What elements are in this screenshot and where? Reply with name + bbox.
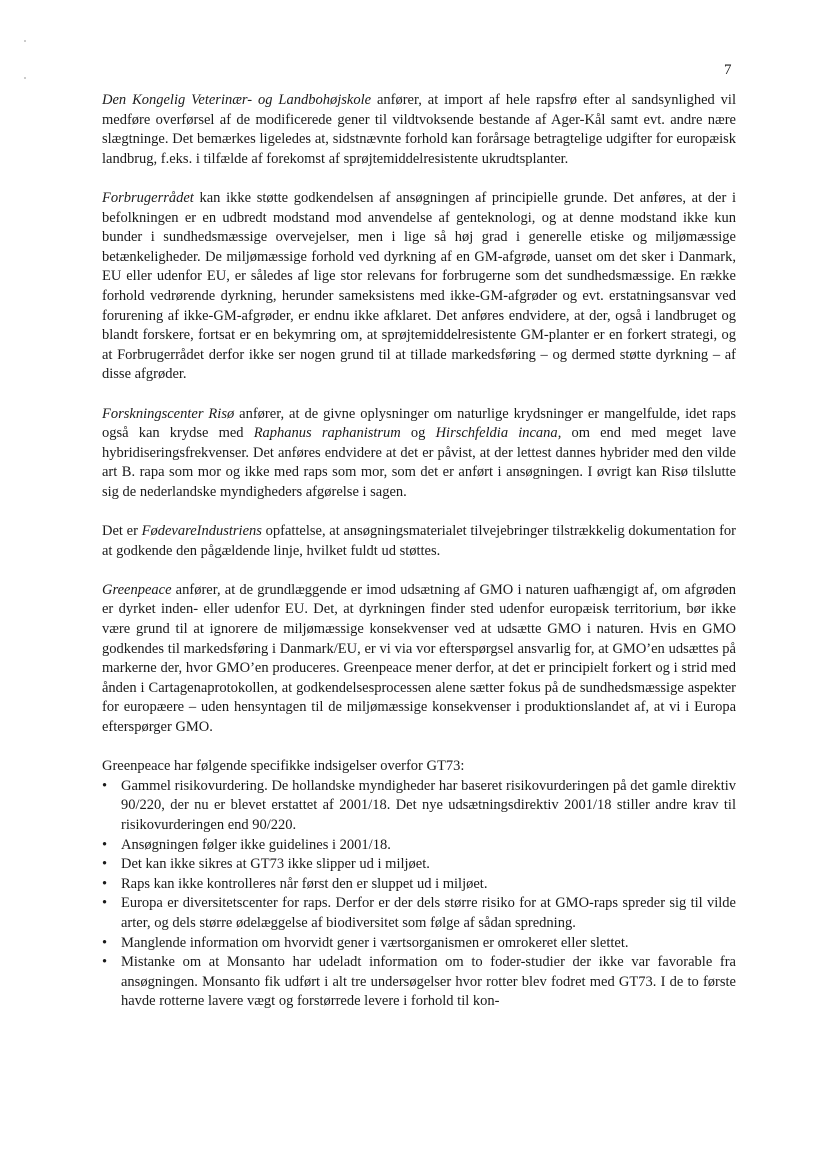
list-item: • Raps kan ikke kontrolleres når først den er sluppet ud i miljøet. <box>102 875 736 895</box>
document-body <box>102 91 736 1012</box>
paragraph-text: anfører, at de grundlæggende er imod udsætning af GMO i naturen uafhængigt af, om afgrøden er dyrket inden- eller udenfor EU. Det, at dyrkningen finder sted udenfor europæisk territorium, bør ikke være grund til at ignorere de miljømæssige konsekvenser ved at udsætte GMO i naturen. Hvis en GMO godkendes til markedsføring i Danmark/EU, er vi via vor efterspørgsel ansvarlig for, at GMO’en udsættes på markerne der, hvor GMO’en produceres. Greenpeace mener derfor, at det er principielt forkert og i strid med ånden i Cartagenaprotokollen, at godkendelsesprocessen alene sætter fokus på de sundhedsmæssige aspekter for europæere – uden hensyntagen til de miljømæssige konsekvenser i produktionslandet af, at vi i Europa efterspørger GMO. <box>102 581 736 735</box>
org-name: Forskningscenter Risø <box>102 405 235 422</box>
paragraph-kvl <box>102 91 736 169</box>
species-name: Raphanus raphanistrum <box>253 425 401 442</box>
paragraph-text: kan ikke støtte godkendelsen af ansøgningen af principielle grunde. Det anføres, at der i befolkningen er en udbredt modstand mod anvendelse af genteknologi, og at denne modstand ikke kun bunder i sundhedsmæssige overvejelser, men i lige så høj grad i generelle etiske og miljømæssige betænkeligheder. De miljømæssige forhold ved dyrkning af en GM-afgrøde, uanset om det sker i Danmark, EU eller udenfor EU, er således af lige stor relevans for forbrugerne som det sundhedsmæssige. En række forhold vedrørende dyrkning, herunder sameksistens med ikke-GM-afgrøder og evt. erstatningsansvar ved forurening af ikke-GM-afgrøder, er endnu ikke afklaret. Det anføres endvidere, at der, også i landbruget og blandt forskere, fortsat er en bekymring om, at sprøjtemiddelresistente GM-planter er en forkert strategi, og at Forbrugerrådet derfor ikke ser nogen grund til at tillade markedsføring – og dermed støtte dyrkning – af disse afgrøder. <box>102 189 736 383</box>
org-name: Forbrugerrådet <box>102 189 194 206</box>
paragraph-risoe <box>102 405 736 503</box>
org-name: Den Kongelig Veterinær- og Landbohøjskole <box>102 92 372 108</box>
paragraph-text: Det er <box>102 523 142 540</box>
objections-intro: Greenpeace har følgende specifikke indsigelser overfor GT73: <box>102 758 465 775</box>
objections-list <box>102 777 736 1012</box>
scan-speck <box>24 77 26 79</box>
paragraph-foedevareindustrien <box>102 522 736 561</box>
paragraph-text: anfører, at import af hele rapsfrø efter al sandsynlighed vil medføre overførsel af de modificerede gener til vildtvoksende bestande af Ager-Kål samt evt. andre nære slægtninge. Det bemærkes ligeledes at, sidstnævnte forhold kan forårsage betragtelige udgifter for europæisk landbrug, f.eks. i tilfælde af forekomst af sprøjtemiddelresistente ukrudtsplanter. <box>102 92 736 167</box>
org-name: FødevareIndustriens <box>141 523 262 540</box>
paragraph-text: opfattelse, at ansøgningsmaterialet tilvejebringer tilstrækkelig dokumentation for at godkende den pågældende linje, hvilket fuldt ud støttes. <box>102 523 737 559</box>
scan-speck <box>24 40 26 42</box>
list-item: • Europa er diversitetscenter for raps. Derfor er der dels større risiko for at GMO-raps spreder sig til vilde arter, og dels større ødelæggelse af biodiversitet som følge af sådan spredning. <box>102 894 736 933</box>
paragraph-text: og <box>400 425 436 442</box>
list-item: • Manglende information om hvorvidt gener i værtsorganismen er omrokeret eller slettet. <box>102 934 736 954</box>
paragraph-text: , om end med meget lave hybridiseringsfrekvenser. Det anføres endvidere at det er påvist, at der lettest dannes hybrider med den vilde art B. rapa som mor og ikke med raps som mor, som det er anført i ansøgningen. I øvrigt kan Risø tilslutte sig de nederlandske myndigheders afgørelse i sagen. <box>102 425 737 500</box>
page-number: 7 <box>724 62 732 78</box>
list-item: • Mistanke om at Monsanto har udeladt information om to foder-studier der ikke var favorable fra ansøgningen. Monsanto fik udført i alt tre undersøgelser hvor rotter blev fodret med GT73. I de to første havde rotterne lavere vægt og forstørrede levere i forhold til kon- <box>102 953 736 1012</box>
org-name: Greenpeace <box>102 581 172 598</box>
list-item: • Gammel risikovurdering. De hollandske myndigheder har baseret risikovurderingen på det gamle direktiv 90/220, der nu er blevet erstattet af 2001/18. Det nye udsætningsdirektiv 2001/18 stiller andre krav til risikovurderingen end 90/220. <box>102 777 736 836</box>
paragraph-greenpeace <box>102 581 736 738</box>
paragraph-forbrugerraadet <box>102 189 736 385</box>
species-name: Hirschfeldia incana <box>435 425 558 442</box>
list-item: • Det kan ikke sikres at GT73 ikke slipper ud i miljøet. <box>102 855 736 875</box>
list-item: • Ansøgningen følger ikke guidelines i 2001/18. <box>102 836 736 856</box>
paragraph-text: anfører, at de givne oplysninger om naturlige krydsninger er mangelfulde, idet raps også kan krydse med <box>102 405 736 442</box>
